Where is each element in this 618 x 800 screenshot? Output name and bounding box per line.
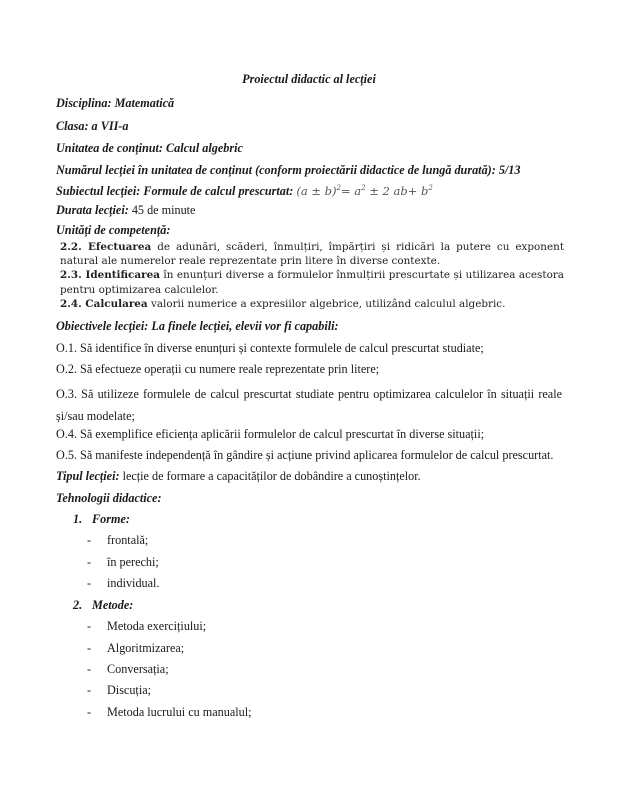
formula-eq: = a xyxy=(340,183,362,198)
dash-bullet: - xyxy=(87,576,92,590)
tipul-lectiei xyxy=(56,468,421,484)
formula-exp: 2 xyxy=(361,184,366,192)
list-item-text: în perechi; xyxy=(107,555,159,569)
list-item xyxy=(87,555,159,570)
competenta-item xyxy=(60,240,564,268)
competenta-item xyxy=(60,268,564,296)
competenta-text: în enunțuri diverse a formulelor înmulțirii prescurtate și utilizarea acestora pentru optimizarea calculelor. xyxy=(60,269,564,296)
list-item xyxy=(87,576,159,591)
tipul-value: lecție de formare a capacităților de dobândire a cunoștințelor. xyxy=(119,469,421,483)
competenta-item xyxy=(60,297,564,311)
competente-list xyxy=(60,240,564,311)
dash-bullet: - xyxy=(87,641,92,655)
formula-mid: ± 2 ab+ b xyxy=(365,183,429,198)
clasa: Clasa: a VII-a xyxy=(56,119,129,133)
durata-label: Durata lecției: xyxy=(56,203,129,217)
list-item-text: Discuția; xyxy=(107,683,152,697)
metode-label: Metode: xyxy=(92,598,134,612)
unitati-competenta-label: Unități de competență: xyxy=(56,223,171,237)
dash-bullet: - xyxy=(87,705,92,719)
obiective-label: Obiectivele lecției: La finele lecției, elevii vor fi capabili: xyxy=(56,319,339,333)
list-item-text: frontală; xyxy=(107,533,149,547)
durata-lectiei xyxy=(56,202,195,218)
numarul-lectiei: Numărul lecției în unitatea de conținut (conform proiectării didactice de lungă durată): 5/13 xyxy=(56,163,521,177)
durata-value: 45 de minute xyxy=(128,203,196,217)
dash-bullet: - xyxy=(87,619,92,633)
formula-exp: 2 xyxy=(428,184,433,192)
list-number: 1. xyxy=(73,512,83,526)
list-item-text: individual. xyxy=(107,576,160,590)
competenta-text: de adunări, scăderi, înmulțiri, împărțiri și ridicări la putere cu exponent natural ale numerelor reale reprezentate prin litere în diverse contexte. xyxy=(60,241,565,268)
obiectiv-item: O.4. Să exemplifice eficiența aplicării formulelor de calcul prescurtat în diverse situații; xyxy=(56,427,485,441)
forme-heading xyxy=(73,512,130,527)
tehnologii-label: Tehnologii didactice: xyxy=(56,491,162,505)
dash-bullet: - xyxy=(87,555,92,569)
list-number: 2. xyxy=(73,598,83,612)
list-item-text: Algoritmizarea; xyxy=(107,641,185,655)
competenta-text: valorii numerice a expresiilor algebrice, utilizând calculul algebric. xyxy=(147,297,506,310)
list-item xyxy=(87,533,148,548)
list-item xyxy=(87,705,252,720)
list-item xyxy=(87,619,206,634)
subiect-label: Subiectul lecției: Formule de calcul prescurtat: xyxy=(56,183,294,198)
obiectiv-item: O.5. Să manifeste independență în gândire și acțiune privind aplicarea formulelor de calcul prescurtat. xyxy=(56,448,554,462)
metode-heading xyxy=(73,598,133,613)
formula-exp: 2 xyxy=(336,184,341,192)
list-item xyxy=(87,662,169,677)
obiectiv-item: O.3. Să utilizeze formulele de calcul prescurtat studiate pentru optimizarea calculelor în situații reale și/sau modelate; xyxy=(56,387,562,423)
subiectul-lectiei xyxy=(56,180,433,199)
list-item xyxy=(87,641,184,656)
disciplina: Disciplina: Matematică xyxy=(56,96,175,110)
unitatea-continut: Unitatea de conținut: Calcul algebric xyxy=(56,141,243,155)
tipul-label: Tipul lecției: xyxy=(56,469,120,483)
list-item xyxy=(87,683,151,698)
dash-bullet: - xyxy=(87,683,92,697)
dash-bullet: - xyxy=(87,662,92,676)
formula-base: (a ± b) xyxy=(296,183,337,198)
forme-label: Forme: xyxy=(92,512,130,526)
list-item-text: Conversația; xyxy=(107,662,169,676)
formula xyxy=(296,184,433,198)
page-title: Proiectul didactic al lecției xyxy=(242,72,376,86)
list-item-text: Metoda exercițiului; xyxy=(107,619,207,633)
obiectiv-item: O.2. Să efectueze operații cu numere reale reprezentate prin litere; xyxy=(56,362,380,376)
dash-bullet: - xyxy=(87,533,92,547)
list-item-text: Metoda lucrului cu manualul; xyxy=(107,705,252,719)
obiectiv-item: O.1. Să identifice în diverse enunțuri și contexte formulele de calcul prescurtat studiate; xyxy=(56,341,484,355)
competenta-code: 2.2. Efectuarea xyxy=(60,241,152,253)
competenta-code: 2.3. Identificarea xyxy=(60,269,160,282)
competenta-code: 2.4. Calcularea xyxy=(60,297,148,310)
